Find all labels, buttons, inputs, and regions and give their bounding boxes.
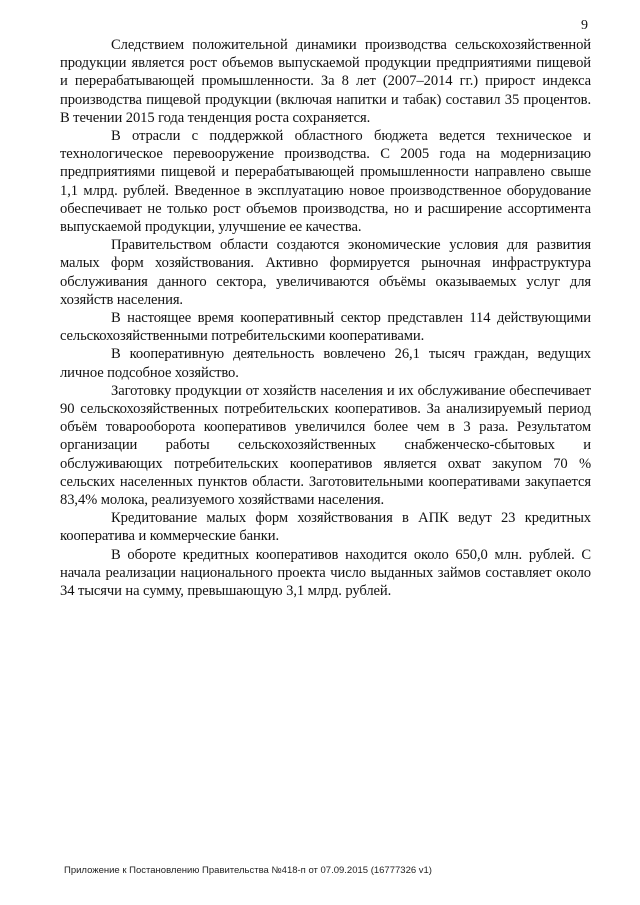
- document-body: [60, 36, 591, 600]
- document-footer: Приложение к Постановлению Правительства №418-п от 07.09.2015 (16777326 v1): [64, 865, 432, 876]
- paragraph-procurement: Заготовку продукции от хозяйств населения и их обслуживание обеспечивает 90 сельскохозяйственных потребительских кооперативов. За анализируемый период объём товарооборота кооперативов увеличился более чем в 3 раза. Результатом организации работы сельскохозяйственных снабженческо-сбытовых и обслуживающих потребительских кооперативов является охват закупом 70 % сельских населенных пунктов области. Заготовительными кооперативами закупается 83,4% молока, реализуемого хозяйствами населения.: [60, 382, 591, 509]
- page-number: 9: [581, 18, 588, 33]
- paragraph-modernization: В отрасли с поддержкой областного бюджета ведется техническое и технологическое перевооружение производства. С 2005 года на модернизацию предприятиями пищевой и перерабатывающей промышленности направлено свыше 1,1 млрд. рублей. Введенное в эксплуатацию новое производственное оборудование обеспечивает не только рост объемов производства, но и расширение ассортимента выпускаемой продукции, улучшение ее качества.: [60, 128, 591, 236]
- paragraph-lending: Кредитование малых форм хозяйствования в АПК ведут 23 кредитных кооператива и коммерческие банки.: [60, 510, 591, 545]
- paragraph-citizens-involved: В кооперативную деятельность вовлечено 26,1 тысяч граждан, ведущих личное подсобное хозяйство.: [60, 346, 591, 381]
- paragraph-cooperative-sector: В настоящее время кооперативный сектор представлен 114 действующими сельскохозяйственными потребительскими кооперативами.: [60, 310, 591, 345]
- paragraph-production-growth: Следствием положительной динамики производства сельскохозяйственной продукции является рост объемов выпускаемой продукции предприятиями пищевой и перерабатывающей промышленности. За 8 лет (2007–2014 гг.) прирост индекса производства пищевой продукции (включая напитки и табак) составил 35 процентов. В течении 2015 года тенденция роста сохраняется.: [60, 37, 591, 126]
- paragraph-small-farms: Правительством области создаются экономические условия для развития малых форм хозяйствования. Активно формируется рыночная инфраструктура обслуживания данного сектора, увеличиваются объёмы оказываемых услуг для хозяйств населения.: [60, 237, 591, 308]
- paragraph-credit-turnover: В обороте кредитных кооперативов находится около 650,0 млн. рублей. С начала реализации национального проекта число выданных займов составляет около 34 тысячи на сумму, превышающую 3,1 млрд. рублей.: [60, 546, 591, 600]
